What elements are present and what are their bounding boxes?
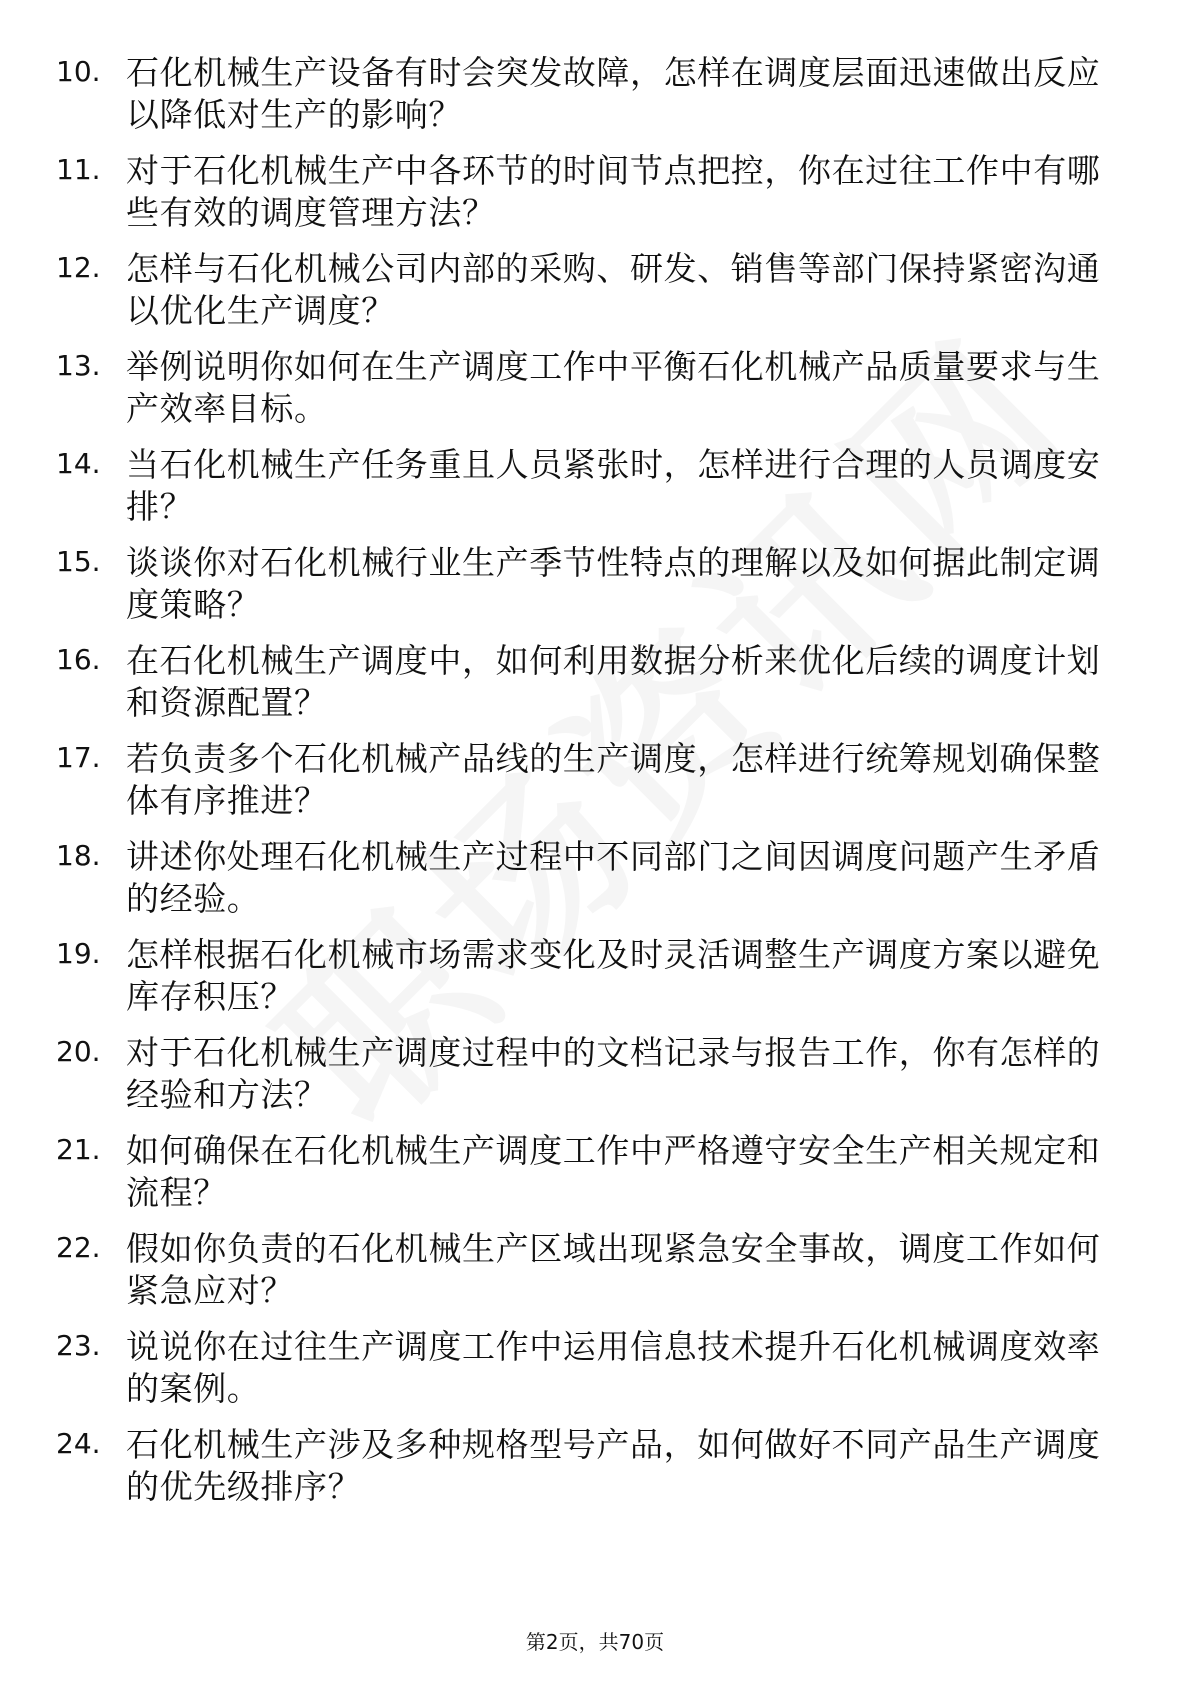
list-item bbox=[0, 244, 1190, 342]
list-item bbox=[0, 1126, 1190, 1224]
question-text: 假如你负责的石化机械生产区域出现紧急安全事故，调度工作如何紧急应对？ bbox=[126, 1229, 1101, 1310]
question-number: 16. bbox=[56, 643, 101, 676]
question-text: 对于石化机械生产中各环节的时间节点把控，你在过往工作中有哪些有效的调度管理方法？ bbox=[126, 151, 1101, 232]
question-number: 10. bbox=[56, 55, 101, 88]
question-number: 14. bbox=[56, 447, 101, 480]
question-text: 怎样与石化机械公司内部的采购、研发、销售等部门保持紧密沟通以优化生产调度？ bbox=[126, 249, 1101, 330]
question-number: 13. bbox=[56, 349, 101, 382]
question-text: 如何确保在石化机械生产调度工作中严格遵守安全生产相关规定和流程？ bbox=[126, 1131, 1101, 1212]
list-item bbox=[0, 342, 1190, 440]
question-text: 当石化机械生产任务重且人员紧张时，怎样进行合理的人员调度安排？ bbox=[126, 445, 1101, 526]
list-item bbox=[0, 930, 1190, 1028]
question-text: 石化机械生产涉及多种规格型号产品，如何做好不同产品生产调度的优先级排序？ bbox=[126, 1425, 1101, 1506]
question-number: 22. bbox=[56, 1231, 101, 1264]
question-text: 怎样根据石化机械市场需求变化及时灵活调整生产调度方案以避免库存积压？ bbox=[126, 935, 1101, 1016]
question-text: 在石化机械生产调度中，如何利用数据分析来优化后续的调度计划和资源配置？ bbox=[126, 641, 1101, 722]
question-text: 谈谈你对石化机械行业生产季节性特点的理解以及如何据此制定调度策略？ bbox=[126, 543, 1101, 624]
question-text: 讲述你处理石化机械生产过程中不同部门之间因调度问题产生矛盾的经验。 bbox=[126, 837, 1101, 918]
question-text: 举例说明你如何在生产调度工作中平衡石化机械产品质量要求与生产效率目标。 bbox=[126, 347, 1101, 428]
list-item bbox=[0, 538, 1190, 636]
question-number: 18. bbox=[56, 839, 101, 872]
list-item bbox=[0, 440, 1190, 538]
question-number: 21. bbox=[56, 1133, 101, 1166]
question-number: 12. bbox=[56, 251, 101, 284]
list-item bbox=[0, 146, 1190, 244]
list-item bbox=[0, 734, 1190, 832]
question-text: 石化机械生产设备有时会突发故障，怎样在调度层面迅速做出反应以降低对生产的影响？ bbox=[126, 53, 1101, 134]
list-item bbox=[0, 1028, 1190, 1126]
question-number: 19. bbox=[56, 937, 101, 970]
question-number: 17. bbox=[56, 741, 101, 774]
list-item bbox=[0, 1224, 1190, 1322]
question-number: 20. bbox=[56, 1035, 101, 1068]
question-number: 11. bbox=[56, 153, 101, 186]
question-text: 对于石化机械生产调度过程中的文档记录与报告工作，你有怎样的经验和方法？ bbox=[126, 1033, 1101, 1114]
list-item bbox=[0, 832, 1190, 930]
question-number: 24. bbox=[56, 1427, 101, 1460]
question-list bbox=[0, 48, 1190, 1518]
list-item bbox=[0, 1322, 1190, 1420]
list-item bbox=[0, 48, 1190, 146]
question-text: 若负责多个石化机械产品线的生产调度，怎样进行统筹规划确保整体有序推进？ bbox=[126, 739, 1101, 820]
question-text: 说说你在过往生产调度工作中运用信息技术提升石化机械调度效率的案例。 bbox=[126, 1327, 1101, 1408]
list-item bbox=[0, 1420, 1190, 1518]
question-number: 23. bbox=[56, 1329, 101, 1362]
list-item bbox=[0, 636, 1190, 734]
page-number: 第2页，共70页 bbox=[525, 1630, 665, 1654]
question-number: 15. bbox=[56, 545, 101, 578]
